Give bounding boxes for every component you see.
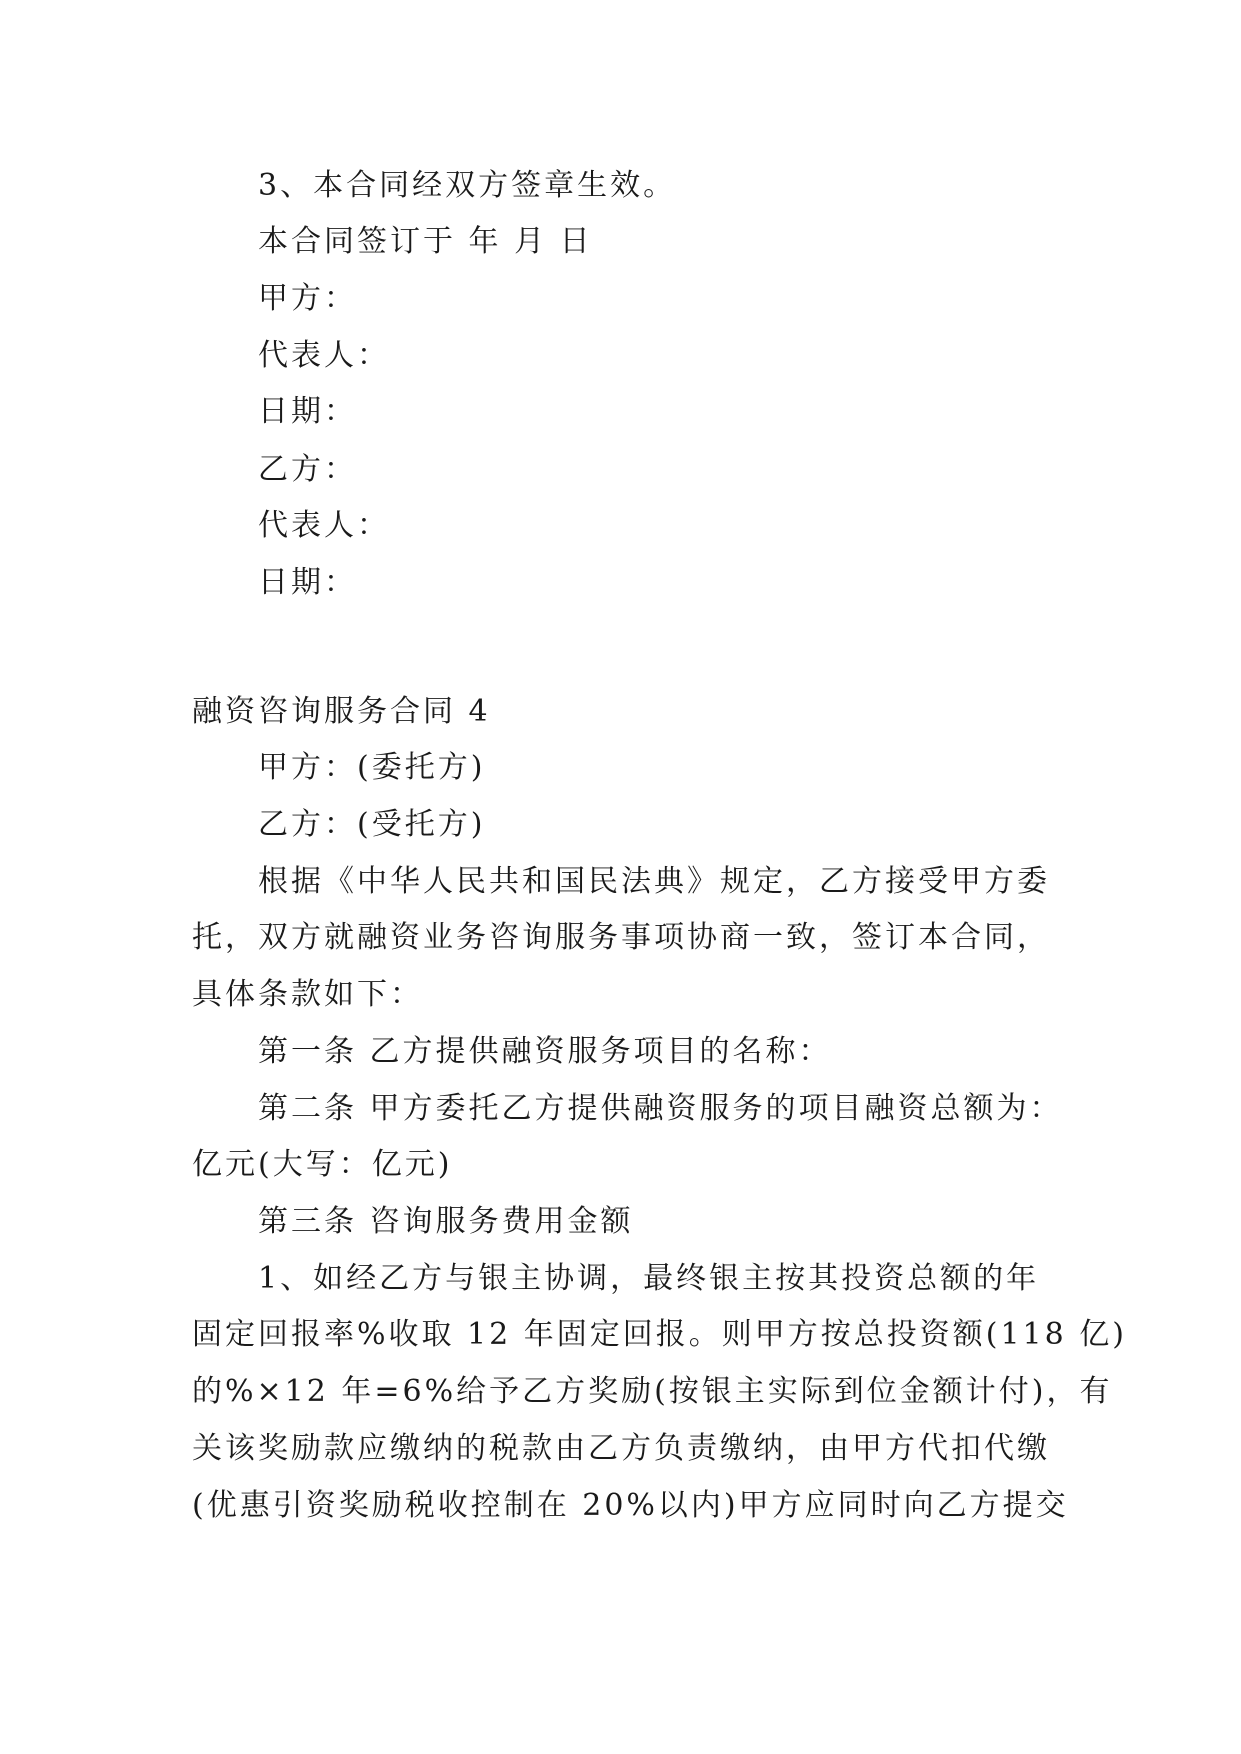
contract-heading: 融资咨询服务合同 4 (192, 694, 491, 729)
party-b-signature-label: 乙方： (258, 452, 357, 487)
party-a-line: 甲方：(委托方) (258, 750, 486, 785)
party-b-line: 乙方：(受托方) (258, 807, 486, 842)
clause-1-line: (优惠引资奖励税收控制在 20%以内)甲方应同时向乙方提交 (192, 1488, 1069, 1523)
article-3: 第三条 咨询服务费用金额 (258, 1204, 634, 1239)
preamble-line: 根据《中华人民共和国民法典》规定，乙方接受甲方委 (258, 864, 1050, 899)
article-2-line: 亿元(大写：亿元) (192, 1147, 453, 1182)
party-b-representative-label: 代表人： (258, 508, 390, 543)
clause-1-line: 1、如经乙方与银主协调，最终银主按其投资总额的年 (258, 1261, 1040, 1296)
preamble-line: 具体条款如下： (192, 977, 423, 1012)
party-a-representative-label: 代表人： (258, 338, 390, 373)
signing-date: 本合同签订于 年 月 日 (258, 224, 593, 259)
article-2-line: 第二条 甲方委托乙方提供融资服务的项目融资总额为： (258, 1091, 1063, 1126)
preamble-line: 托，双方就融资业务咨询服务事项协商一致，签订本合同， (192, 920, 1050, 955)
clause-1-line: 固定回报率%收取 12 年固定回报。则甲方按总投资额(118 亿) (192, 1317, 1127, 1352)
clause-effective: 3、本合同经双方签章生效。 (258, 168, 677, 203)
clause-1-line: 关该奖励款应缴纳的税款由乙方负责缴纳，由甲方代扣代缴 (192, 1431, 1050, 1466)
article-1: 第一条 乙方提供融资服务项目的名称： (258, 1034, 832, 1069)
party-b-date-label: 日期： (258, 565, 357, 600)
clause-1-line: 的%×12 年=6%给予乙方奖励(按银主实际到位金额计付)，有 (192, 1374, 1113, 1409)
party-a-date-label: 日期： (258, 394, 357, 429)
party-a-signature-label: 甲方： (258, 281, 357, 316)
